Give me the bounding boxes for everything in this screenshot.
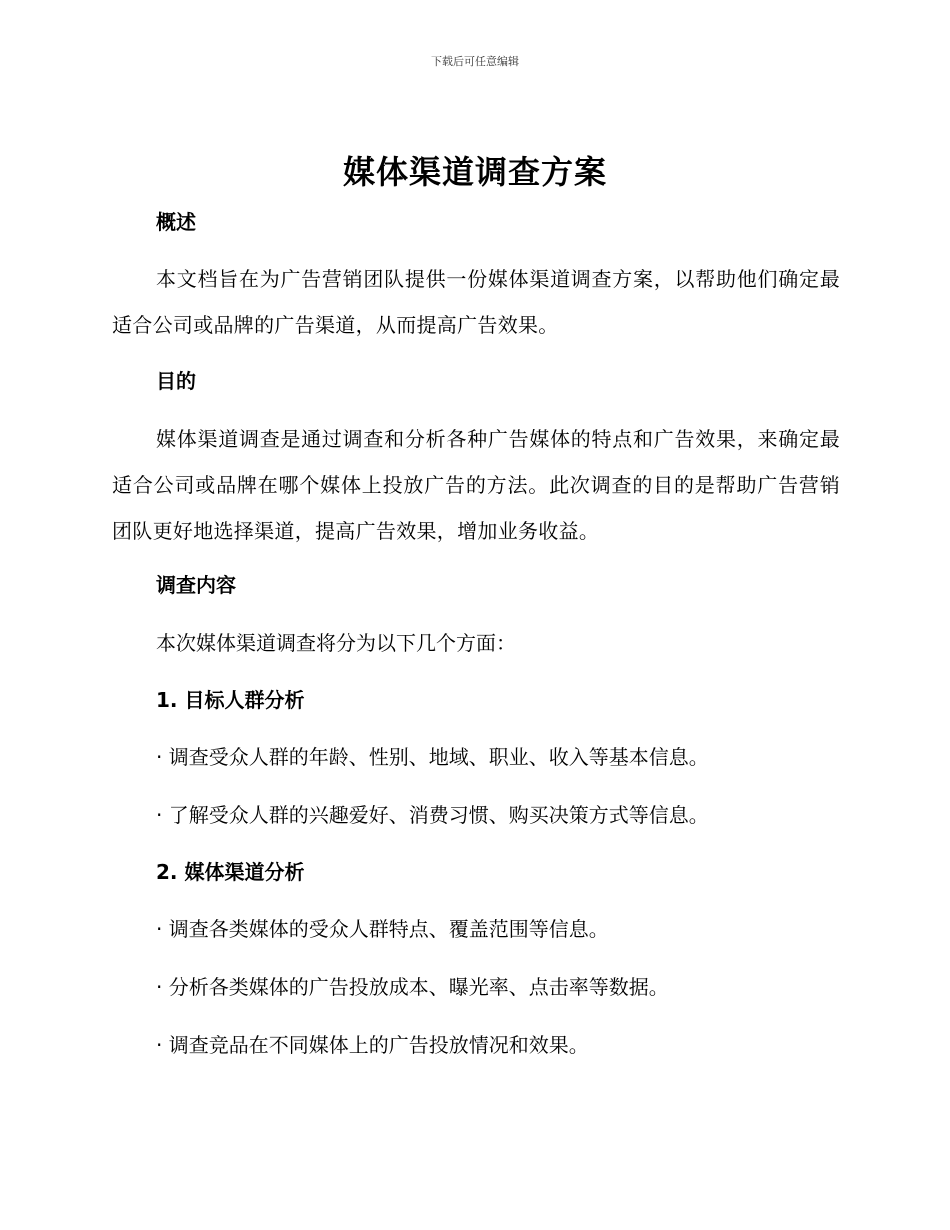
list-item: · 分析各类媒体的广告投放成本、曝光率、点击率等数据。	[156, 975, 669, 999]
section-heading-media-channels: 2. 媒体渠道分析	[156, 860, 305, 884]
overview-paragraph: 本文档旨在为广告营销团队提供一份媒体渠道调查方案，以帮助他们确定最适合公司或品牌的广告渠道，从而提高广告效果。	[112, 267, 840, 337]
purpose-paragraph: 媒体渠道调查是通过调查和分析各种广告媒体的特点和广告效果，来确定最适合公司或品牌在哪个媒体上投放广告的方法。此次调查的目的是帮助广告营销团队更好地选择渠道，提高广告效果，增加业务收益。	[112, 427, 840, 543]
section-heading-target-audience: 1. 目标人群分析	[156, 688, 305, 712]
overview-heading: 概述	[156, 210, 196, 234]
purpose-heading: 目的	[156, 369, 196, 393]
list-item: · 调查受众人群的年龄、性别、地域、职业、收入等基本信息。	[156, 745, 709, 769]
list-item: · 调查各类媒体的受众人群特点、覆盖范围等信息。	[156, 917, 609, 941]
list-item: · 调查竞品在不同媒体上的广告投放情况和效果。	[156, 1033, 589, 1057]
list-item: · 了解受众人群的兴趣爱好、消费习惯、购买决策方式等信息。	[156, 803, 709, 827]
document-title: 媒体渠道调查方案	[342, 153, 607, 191]
content-intro: 本次媒体渠道调查将分为以下几个方面：	[156, 631, 516, 655]
content-heading: 调查内容	[156, 573, 236, 597]
header-note: 下载后可任意编辑	[431, 55, 519, 68]
